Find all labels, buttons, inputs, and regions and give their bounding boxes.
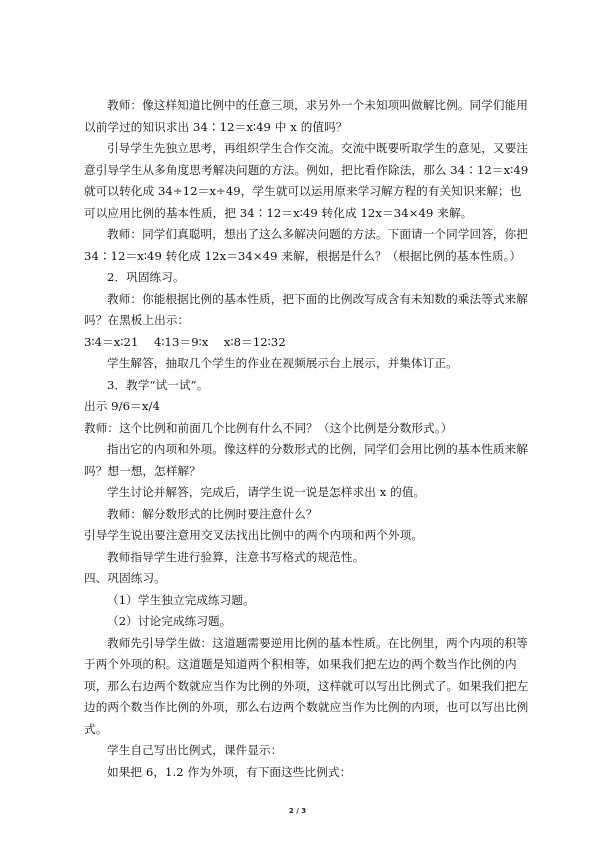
paragraph: 教师：你能根据比例的基本性质，把下面的比例改写成含有未知数的乘法等式来解吗？在黑板上出示： bbox=[84, 291, 528, 327]
paragraph: 3∶4＝x∶21 4∶13＝9∶x x∶8＝12∶32 bbox=[84, 334, 286, 349]
paragraph: 四、巩固练习。 bbox=[84, 571, 166, 585]
paragraph: 2．巩固练习。 bbox=[107, 270, 185, 284]
paragraph: 教师：解分数形式的比例时要注意什么？ bbox=[107, 506, 318, 521]
paragraph: 教师：像这样知道比例中的任意三项，求另外一个未知项叫做解比例。同学们能用以前学过的知识求出 34∶12＝x∶49 中 x 的值吗？ bbox=[84, 98, 528, 134]
paragraph: （1）学生独立完成练习题。 bbox=[107, 592, 255, 607]
paragraph: 3．教学“试一试”。 bbox=[107, 377, 209, 392]
paragraph: 学生讨论并解答，完成后，请学生说一说是怎样求出 x 的值。 bbox=[107, 485, 426, 499]
paragraph: 出示 9/6＝x/4 bbox=[84, 399, 160, 413]
paragraph: 学生解答，抽取几个学生的作业在视频展示台上展示，并集体订正。 bbox=[107, 356, 458, 370]
document-body bbox=[84, 95, 529, 783]
paragraph: 教师：同学们真聪明，想出了这么多解决问题的方法。下面请一个同学回答，你把 34∶12＝x∶49 转化成 12x＝34×49 来解，根据是什么？（根据比例的基本性质。） bbox=[84, 227, 528, 263]
paragraph: 如果把 6，1.2 作为外项，有下面这些比例式： bbox=[107, 764, 352, 779]
paragraph: 引导学生说出要注意用交叉法找出比例中的两个内项和两个外项。 bbox=[84, 528, 424, 542]
paragraph: 指出它的内项和外项。像这样的分数形式的比例，同学们会用比例的基本性质来解吗？想一想，怎样解？ bbox=[84, 442, 528, 478]
paragraph: 教师指导学生进行验算，注意书写格式的规范性。 bbox=[107, 549, 365, 564]
paragraph: 引导学生先独立思考，再组织学生合作交流。交流中既要听取学生的意见，又要注意引导学生从多角度思考解决问题的方法。例如，把比看作除法，那么 34∶12＝x∶49 就可以转化成 34÷12＝x÷49，学生就可以运用原来学习解方程的有关知识来解；也可以应用比例的基本性质，把 34∶12＝x∶49 转化成 12x＝34×49 来解。 bbox=[84, 141, 529, 220]
paragraph: 教师先引导学生做：这道题需要逆用比例的基本性质。在比例里，两个内项的积等于两个外项的积。这道题是知道两个积相等，如果我们把左边的两个数当作比例的内项，那么右边两个数就应当作为比例的外项，这样就可以写出比例式了。如果我们把左边的两个数当作比例的外项，那么右边两个数就应当作为比例的内项，也可以写出比例式。 bbox=[84, 635, 529, 736]
paragraph: （2）讨论完成练习题。 bbox=[107, 614, 232, 628]
paragraph: 教师：这个比例和前面几个比例有什么不同？（这个比例是分数形式。） bbox=[84, 420, 453, 435]
page-number: 2 / 3 bbox=[288, 807, 307, 815]
paragraph: 学生自己写出比例式，课件显示： bbox=[107, 743, 283, 757]
